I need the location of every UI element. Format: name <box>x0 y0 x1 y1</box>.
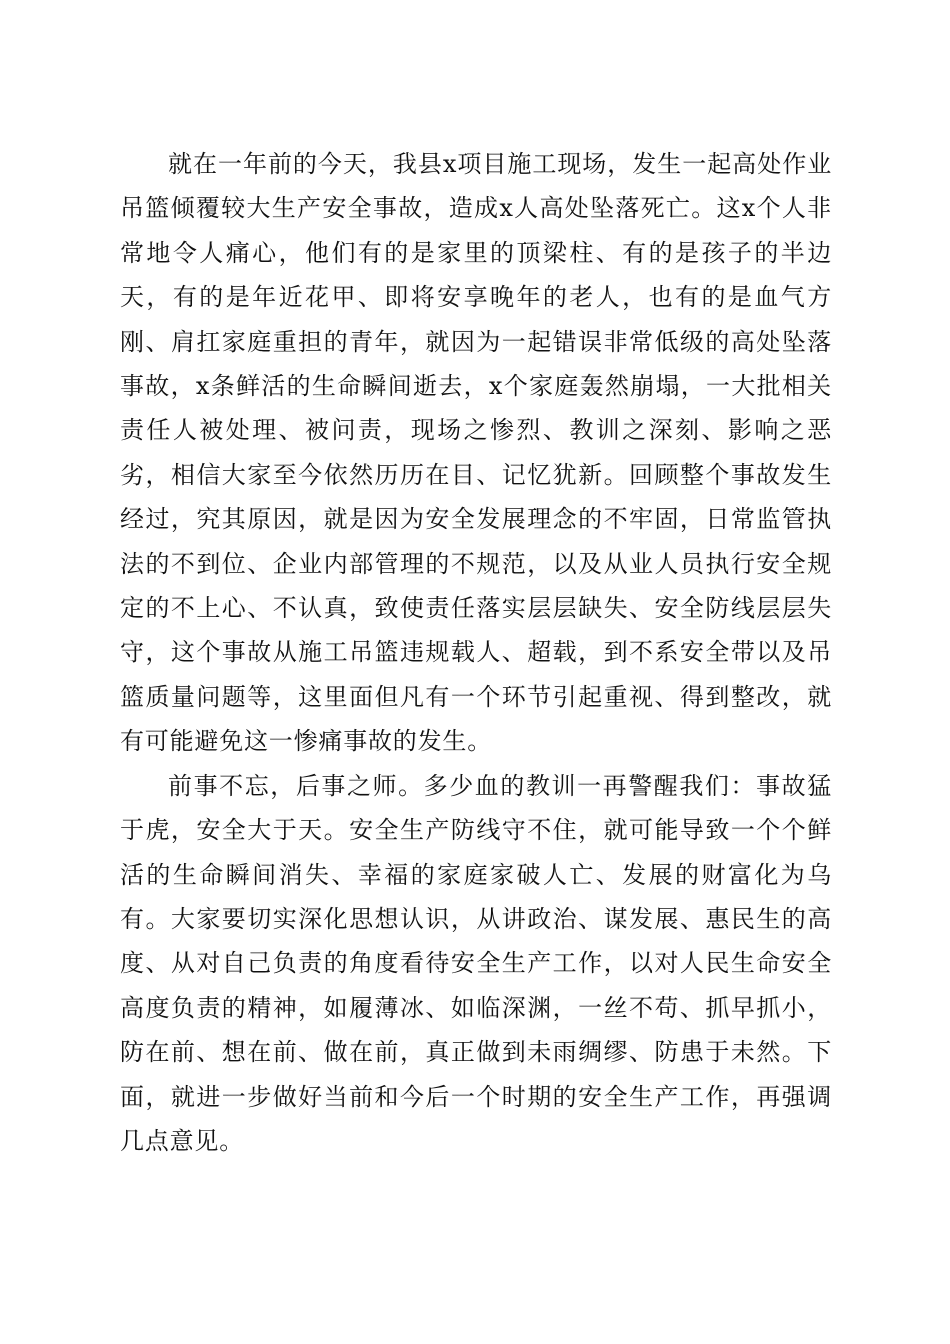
paragraph-2: 前事不忘，后事之师。多少血的教训一再警醒我们：事故猛于虎，安全大于天。安全生产防线守不住，就可能导致一个个鲜活的生命瞬间消失、幸福的家庭家破人亡、发展的财富化为乌有。大家要切实深化思想认识，从讲政治、谋发展、惠民生的高度、从对自己负责的角度看待安全生产工作，以对人民生命安全高度负责的精神，如履薄冰、如临深渊，一丝不苟、抓早抓小，防在前、想在前、做在前，真正做到未雨绸缪、防患于未然。下面，就进一步做好当前和今后一个时期的安全生产工作，再强调几点意见。 <box>120 771 832 1155</box>
paragraph-1: 就在一年前的今天，我县x项目施工现场，发生一起高处作业吊篮倾覆较大生产安全事故，造成x人高处坠落死亡。这x个人非常地令人痛心，他们有的是家里的顶梁柱、有的是孩子的半边天，有的是年近花甲、即将安享晚年的老人，也有的是血气方刚、肩扛家庭重担的青年，就因为一起错误非常低级的高处坠落事故，x条鲜活的生命瞬间逝去，x个家庭轰然崩塌，一大批相关责任人被处理、被问责，现场之惨烈、教训之深刻、影响之恶劣，相信大家至今依然历历在目、记忆犹新。回顾整个事故发生经过，究其原因，就是因为安全发展理念的不牢固，日常监管执法的不到位、企业内部管理的不规范，以及从业人员执行安全规定的不上心、不认真，致使责任落实层层缺失、安全防线层层失守，这个事故从施工吊篮违规载人、超载，到不系安全带以及吊篮质量问题等，这里面但凡有一个环节引起重视、得到整改，就有可能避免这一惨痛事故的发生。 <box>120 150 832 756</box>
body-text <box>120 142 832 1163</box>
